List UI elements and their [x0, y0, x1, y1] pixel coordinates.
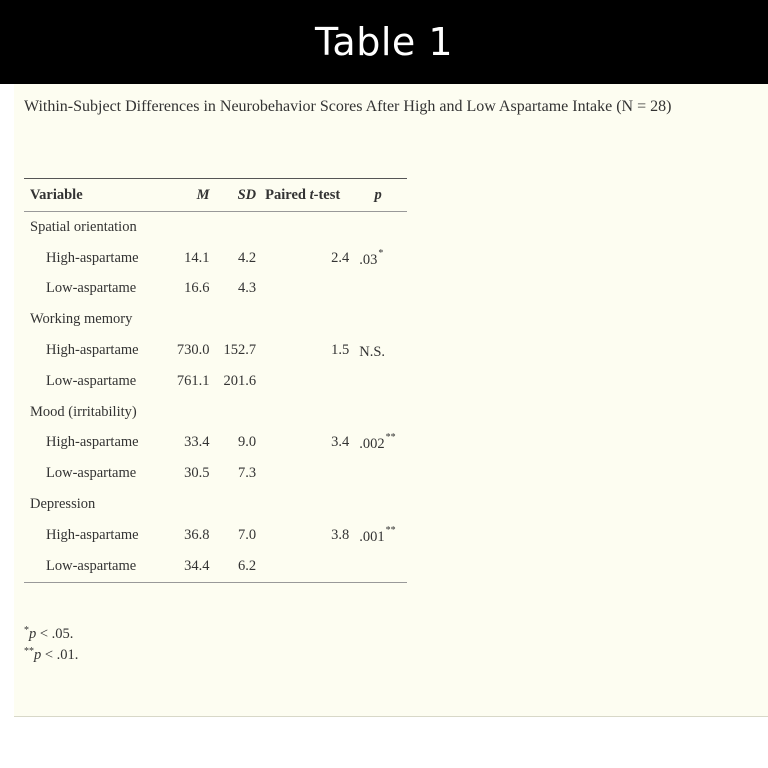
group-label: Working memory	[30, 311, 133, 328]
cell-sd: 152.7	[223, 342, 257, 359]
results-table	[24, 178, 407, 583]
table-row	[24, 274, 407, 305]
cell-sd: 201.6	[223, 372, 257, 389]
cell-p	[349, 520, 407, 551]
cell-sd: 9.0	[238, 434, 257, 451]
cell-t: 1.5	[331, 342, 350, 359]
table-row	[24, 428, 407, 459]
row-label: High-aspartame	[46, 249, 139, 266]
cell-t	[256, 366, 349, 397]
cell-sd: 4.2	[238, 249, 257, 266]
cell-t: 3.4	[331, 434, 350, 451]
note-mark: *	[24, 625, 29, 636]
header-m: M	[170, 179, 209, 212]
row-label: High-aspartame	[46, 342, 139, 359]
group-label: Depression	[30, 496, 96, 513]
cell-p	[349, 551, 407, 582]
p-value: N.S.	[359, 344, 386, 361]
table-row	[24, 366, 407, 397]
cell-m: 36.8	[184, 526, 210, 543]
note-p: p	[34, 647, 42, 663]
cell-p	[349, 243, 407, 274]
p-value: .002	[359, 436, 385, 453]
note-mark: **	[24, 646, 34, 657]
cell-m: 34.4	[170, 551, 209, 582]
header-sd: SD	[209, 179, 256, 212]
cell-t	[256, 458, 349, 489]
table-caption: Within-Subject Differences in Neurobehavior Scores After High and Low Aspartame Intake (N = 28)	[24, 98, 672, 115]
note-p05	[24, 622, 78, 643]
row-label: Low-aspartame	[46, 280, 137, 297]
title-banner	[0, 0, 768, 84]
page-title: Table 1	[314, 20, 454, 64]
header-t-suffix: -test	[313, 186, 341, 203]
cell-p	[349, 458, 407, 489]
row-label: Low-aspartame	[46, 465, 137, 482]
p-value: .001	[359, 528, 385, 545]
note-p01	[24, 643, 78, 664]
row-label: Low-aspartame	[24, 551, 170, 582]
cell-t: 2.4	[331, 249, 350, 266]
cell-sd: 7.0	[238, 526, 257, 543]
significance-mark: **	[385, 524, 396, 536]
note-text: < .05.	[36, 626, 74, 642]
note-p: p	[29, 626, 37, 642]
table-header-row	[24, 179, 407, 212]
cell-sd: 6.2	[209, 551, 256, 582]
group-label: Spatial orientation	[30, 218, 137, 235]
group-label: Mood (irritability)	[30, 403, 137, 420]
table-row	[24, 551, 407, 582]
cell-sd: 7.3	[238, 465, 257, 482]
table-row	[24, 243, 407, 274]
table-row	[24, 335, 407, 366]
cell-m: 14.1	[184, 249, 210, 266]
cell-t	[256, 551, 349, 582]
header-paired-t-test	[256, 179, 349, 212]
significance-mark: *	[378, 247, 384, 259]
cell-m: 730.0	[176, 342, 210, 359]
header-t-italic: t	[309, 186, 314, 203]
cell-m: 30.5	[184, 465, 210, 482]
p-value: .03	[359, 251, 378, 268]
table-notes	[24, 622, 78, 664]
header-p: p	[349, 179, 407, 212]
header-variable: Variable	[24, 179, 170, 212]
table-group-row	[24, 489, 407, 520]
table-body	[24, 212, 407, 583]
note-text: < .01.	[41, 647, 79, 663]
cell-t: 3.8	[331, 526, 350, 543]
cell-m: 33.4	[184, 434, 210, 451]
table-group-row	[24, 304, 407, 335]
cell-sd: 4.3	[238, 280, 257, 297]
header-t-prefix: Paired	[265, 186, 310, 203]
significance-mark: **	[385, 432, 396, 444]
table-group-row	[24, 212, 407, 243]
cell-p	[349, 428, 407, 459]
cell-t	[256, 274, 349, 305]
row-label: High-aspartame	[46, 526, 139, 543]
cell-m: 16.6	[184, 280, 210, 297]
cell-p	[349, 274, 407, 305]
cell-m: 761.1	[176, 372, 210, 389]
table-row	[24, 520, 407, 551]
table-panel	[14, 84, 768, 717]
cell-p	[349, 366, 407, 397]
cell-p	[349, 335, 407, 366]
row-label: Low-aspartame	[46, 372, 137, 389]
table-group-row	[24, 397, 407, 428]
row-label: High-aspartame	[46, 434, 139, 451]
table-row	[24, 458, 407, 489]
